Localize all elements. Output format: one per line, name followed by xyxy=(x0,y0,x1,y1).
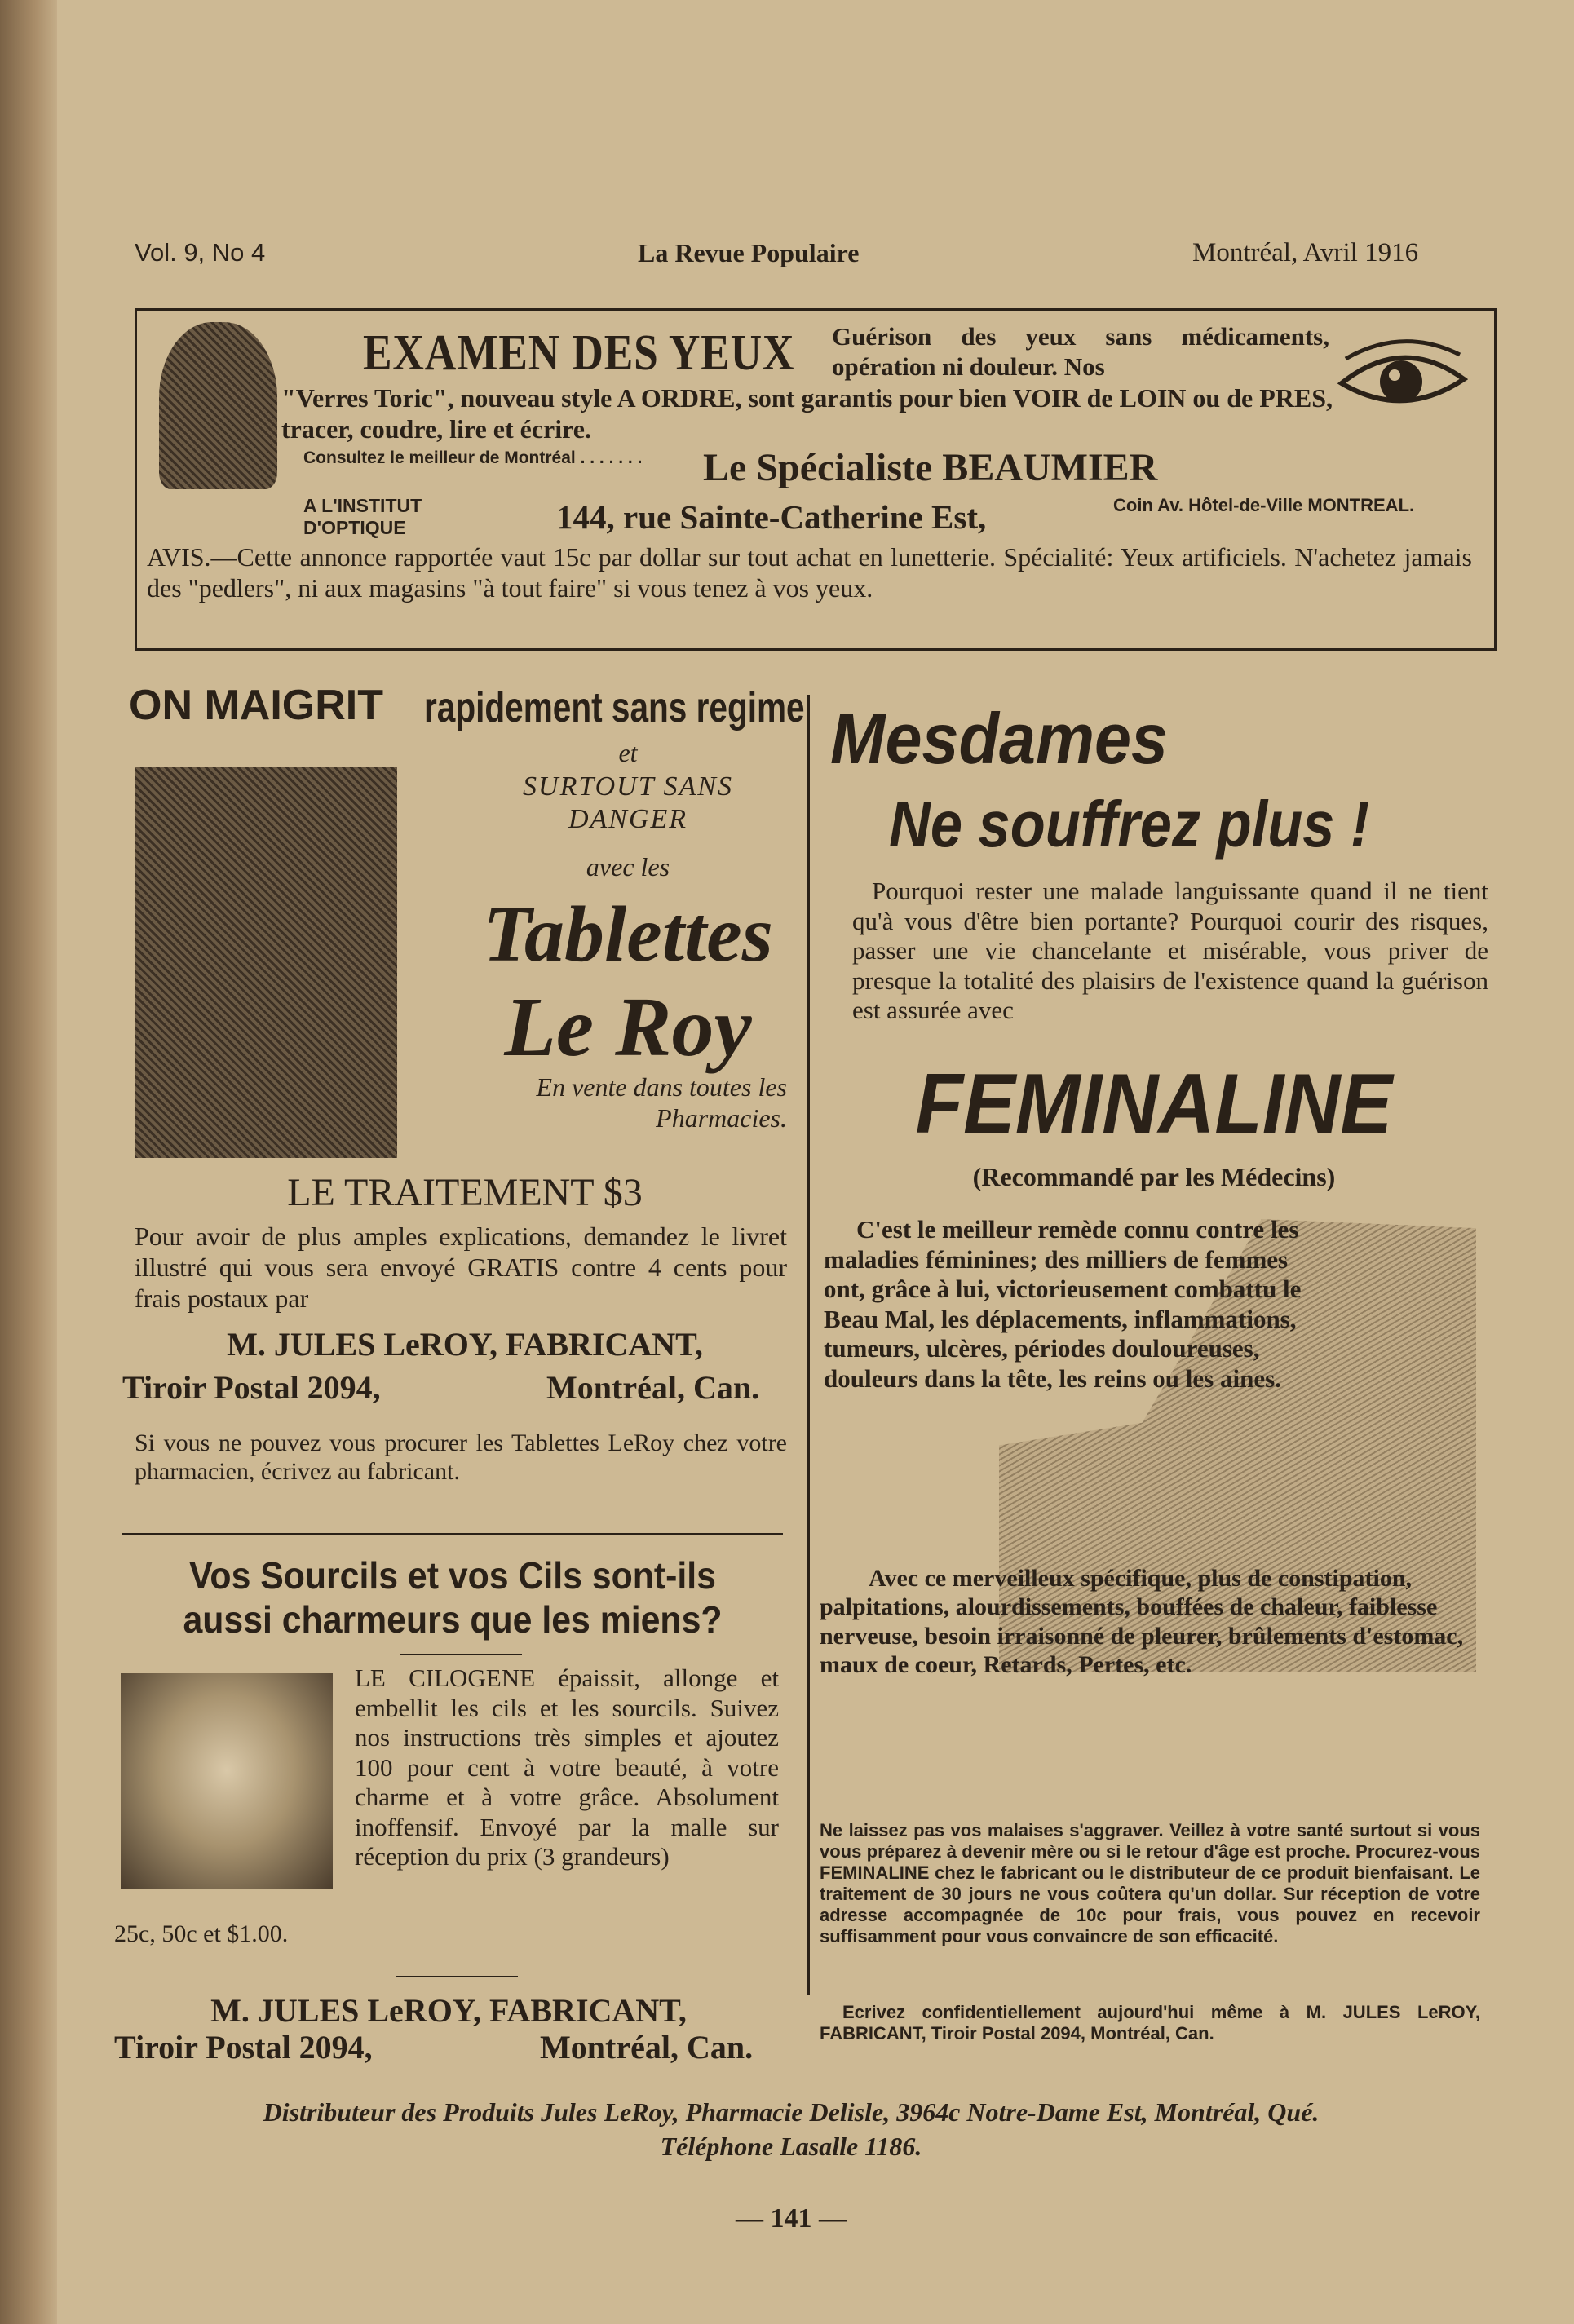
product-le-roy: Le Roy xyxy=(504,980,752,1074)
sourcils-tiroir: Tiroir Postal 2094, xyxy=(114,2029,373,2066)
maigrit-surtout: SURTOUT SANS DANGER xyxy=(523,771,733,835)
sourcils-headline: Vos Sourcils et vos Cils sont-ils aussi charmeurs que les miens? xyxy=(183,1554,723,1641)
maigrit-city: Montréal, Can. xyxy=(546,1369,760,1406)
maigrit-avec: avec les xyxy=(586,852,670,881)
eye-ad-guerison: Guérison des yeux sans médicaments, opération ni douleur. Nos xyxy=(832,322,1329,381)
eye-ad-avis: AVIS.—Cette annonce rapportée vaut 15c par dollar sur tout achat en lunetterie. Spécialité: Yeux artificiels. N'achetez jamais des "pedlers", ni aux magasins "à tout faire" si vous tenez à vos yeux. xyxy=(147,542,1472,603)
page-number: — 141 — xyxy=(736,2203,847,2233)
maigrit-fabricant: M. JULES LeROY, FABRICANT, xyxy=(227,1326,703,1363)
eye-ad-verres-toric: "Verres Toric", nouveau style A ORDRE, sont garantis pour bien VOIR de LOIN ou de PRES, tracer, coudre, lire et écrire. xyxy=(281,383,1333,444)
feminaline-cest: C'est le meilleur remède connu contre les maladies féminines; des milliers de femmes ont, grâce à lui, victorieusement combattu le Beau Mal, les déplacements, inflammations, tumeurs, ulcères, périodes douloureuses, douleurs dans la tête, les reins ou les aines. xyxy=(824,1215,1302,1393)
eye-icon xyxy=(1337,334,1468,424)
volume-number: Vol. 9, No 4 xyxy=(135,238,266,267)
eye-ad-coin: Coin Av. Hôtel-de-Ville MONTREAL. xyxy=(1113,495,1415,515)
magazine-title: La Revue Populaire xyxy=(638,238,860,267)
sourcils-fabricant: M. JULES LeROY, FABRICANT, xyxy=(210,1992,687,2029)
column-divider xyxy=(807,695,810,1995)
product-tablettes: Tablettes xyxy=(483,890,773,979)
man-portrait-image xyxy=(159,322,277,489)
maigrit-traitement-price: LE TRAITEMENT $3 xyxy=(287,1171,643,1214)
product-feminaline: FEMINALINE xyxy=(915,1057,1393,1151)
eye-ad-headline: EXAMEN DES YEUX xyxy=(363,325,795,381)
eye-ad-institut: A L'INSTITUT D'OPTIQUE xyxy=(303,495,422,539)
footer-distributeur: Distributeur des Produits Jules LeRoy, Pharmacie Delisle, 3964c Notre-Dame Est, Montréal, Qué. xyxy=(263,2097,1320,2127)
eye-ad-address: 144, rue Sainte-Catherine Est, xyxy=(556,498,987,536)
feminaline-recommande: (Recommandé par les Médecins) xyxy=(972,1162,1336,1191)
maigrit-tiroir: Tiroir Postal 2094, xyxy=(122,1369,381,1406)
ad-separator-rule xyxy=(122,1533,783,1535)
sourcils-prices: 25c, 50c et $1.00. xyxy=(114,1920,289,1947)
eye-ad-consultez: Consultez le meilleur de Montréal . . . . . . . xyxy=(303,448,643,467)
feminaline-ne-souffrez: Ne souffrez plus ! xyxy=(889,788,1370,860)
book-spine-shadow xyxy=(0,0,57,2324)
maigrit-headline-b: rapidement sans regime xyxy=(424,684,805,731)
maigrit-headline-a: ON MAIGRIT xyxy=(129,682,383,729)
feminaline-avec: Avec ce merveilleux spécifique, plus de constipation, palpitations, alourdissements, bouffées de chaleur, faiblesse nerveuse, besoin irraisonné de pleurer, brûlements d'estomac, maux de coeur, Retards, Pertes, etc. xyxy=(820,1565,1464,1679)
feminaline-ecrivez: Ecrivez confidentiellement aujourd'hui même à M. JULES LeROY, FABRICANT, Tiroir Postal 2094, Montréal, Can. xyxy=(820,2002,1480,2043)
maigrit-et: et xyxy=(618,738,638,767)
sourcils-city: Montréal, Can. xyxy=(540,2029,754,2066)
feminaline-ne-laissez: Ne laissez pas vos malaises s'aggraver. Veillez à votre santé surtout si vous vous préparez à devenir mère ou si le retour d'âge est proche. Procurez-vous FEMINALINE chez le fabricant ou le distributeur de ce produit bienfaisant. Le traitement de 30 jours ne vous coûtera qu'un dollar. Sur réception de votre adresse accompagnée de 10c pour frais, vous pouvez en recevoir suffisamment pour vous convaincre de son efficacité. xyxy=(820,1820,1480,1946)
woman-face-photo xyxy=(121,1673,333,1889)
woman-illustration-image xyxy=(135,767,397,1158)
maigrit-pour-avoir: Pour avoir de plus amples explications, demandez le livret illustré qui vous sera envoyé GRATIS contre 4 cents pour frais postaux par xyxy=(135,1222,787,1313)
maigrit-vente: En vente dans toutes les Pharmacies. xyxy=(536,1072,787,1133)
feminaline-mesdames: Mesdames xyxy=(830,698,1169,779)
issue-date: Montréal, Avril 1916 xyxy=(1192,238,1419,267)
feminaline-pourquoi: Pourquoi rester une malade languissante quand il ne tient qu'à vous d'être bien portante? Pourquoi courir des risques, passer une vie chancelante et misérable, vous priver de presque la totalité des plaisirs de l'existence quand la guérison est assurée avec xyxy=(852,877,1488,1025)
maigrit-si-vous: Si vous ne pouvez vous procurer les Tablettes LeRoy chez votre pharmacien, écrivez au fabricant. xyxy=(135,1429,787,1486)
eye-ad-specialiste: Le Spécialiste BEAUMIER xyxy=(703,446,1158,489)
sourcils-short-rule-2 xyxy=(396,1976,518,1977)
footer-telephone: Téléphone Lasalle 1186. xyxy=(660,2132,922,2161)
sourcils-short-rule xyxy=(400,1654,522,1655)
sourcils-body: LE CILOGENE épaissit, allonge et embellit les cils et les sourcils. Suivez nos instructions très simples et ajoutez 100 pour cent à votre beauté, à votre charme et à votre grâce. Absolument inoffensif. Envoyé par la malle sur réception du prix (3 grandeurs) xyxy=(355,1663,779,1871)
